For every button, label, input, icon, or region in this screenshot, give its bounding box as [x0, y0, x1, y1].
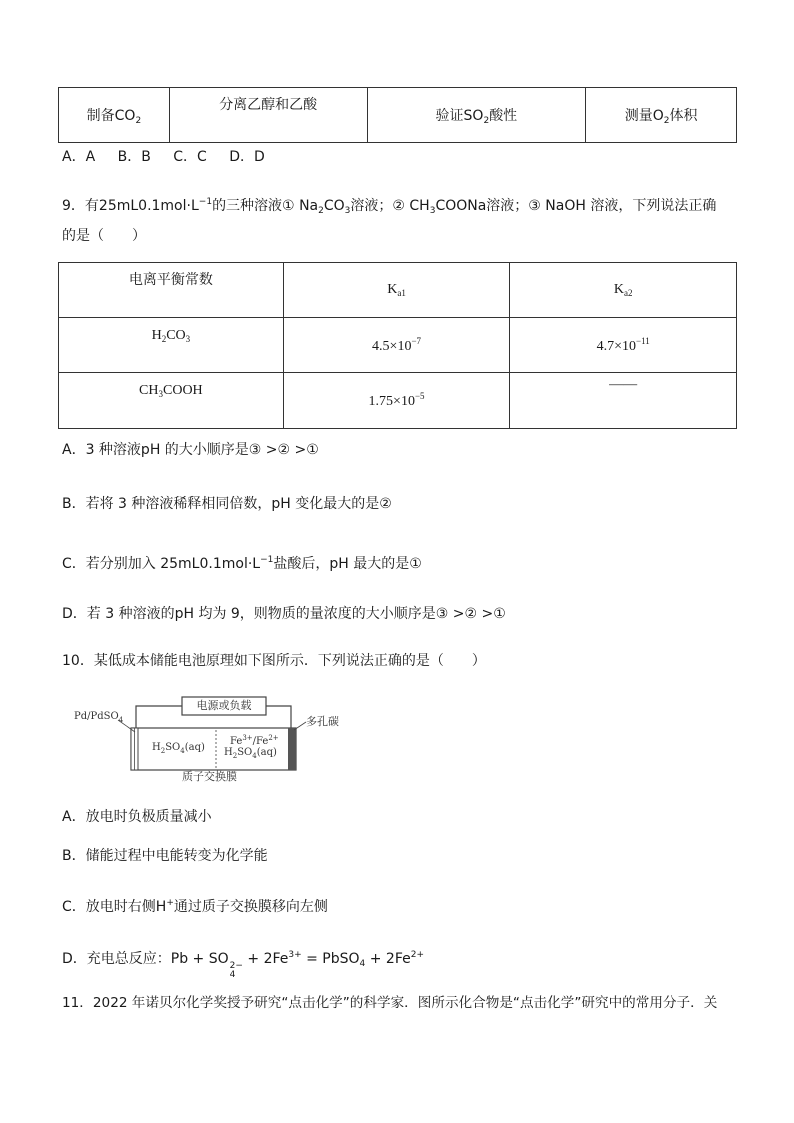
cell-measure-o2-volume: 测量$O_2$体积: [586, 88, 737, 143]
row-ch3cooh-name: $CH_3COOH$: [59, 373, 284, 429]
power-load-label: 电源或负载: [196, 699, 252, 712]
header-ka2: $K_{a2}$: [510, 263, 737, 318]
right-solution-label: $H_2SO_4(aq)$: [224, 747, 277, 760]
header-ionization-constant: 电离平衡常数: [59, 263, 284, 318]
left-electrode-label: Pd/PdSO$_4$: [74, 711, 124, 724]
cell-separate-ethanol-acetic-acid: 分离乙醇和乙酸: [169, 88, 367, 143]
q9-option-a: A．3 种溶液pH 的大小顺序是③ >② >①: [62, 442, 319, 458]
cell-prepare-co2: 制备$CO_2$: [59, 88, 170, 143]
q9-option-c: C．若分别加入 $25mL0.1mol\cdot L^{-1}$盐酸后，pH 最大的是①: [62, 555, 422, 572]
q9-stem-line2: 的是（ ）: [62, 228, 146, 244]
q9-option-d: D．若 3 种溶液的pH 均为 9，则物质的量浓度的大小顺序是③ >② >①: [62, 606, 506, 622]
q8-options: A．A B．B C．C D．D: [62, 149, 265, 165]
header-ka1: $K_{a1}$: [283, 263, 510, 318]
sulfate-charge-stack: 2− 4: [229, 961, 243, 980]
q10-stem: 10．某低成本储能电池原理如下图所示．下列说法正确的是（ ）: [62, 653, 486, 669]
row-h2co3-ka2: $4.7\times 10^{-11}$: [510, 318, 737, 373]
cell-verify-so2-acidity: 验证$SO_2$酸性: [367, 88, 586, 143]
q10-option-b: B．储能过程中电能转变为化学能: [62, 848, 268, 864]
q11-stem: 11．2022 年诺贝尔化学奖授予研究“点击化学”的科学家．图所示化合物是“点击化学”研究中的常用分子．关: [62, 995, 718, 1011]
right-electrode-label: 多孔碳: [306, 715, 339, 728]
q10-option-c: C．放电时右侧H+通过质子交换膜移向左侧: [62, 898, 328, 915]
q9-stem-line1: 9．有$25mL0.1mol\cdot L^{-1}$的三种溶液① $Na_2CO_3$溶液；② $CH_3COONa$溶液；③ NaOH 溶液，下列说法正确: [62, 197, 717, 216]
membrane-label: 质子交换膜: [182, 770, 237, 783]
q10-option-a: A．放电时负极质量减小: [62, 809, 212, 825]
row-h2co3-ka1: $4.5\times 10^{-7}$: [283, 318, 510, 373]
row-h2co3-name: $H_2CO_3$: [59, 318, 284, 373]
row-ch3cooh-ka1: $1.75\times 10^{-5}$: [283, 373, 510, 429]
battery-diagram: [74, 690, 374, 790]
q10-option-d: D．充电总反应：Pb + SO 2− 4 + $2Fe^{3+}$ = PbSO$_4$ + $2Fe^{2+}$: [62, 950, 425, 980]
q9-option-b: B．若将 3 种溶液稀释相同倍数，pH 变化最大的是②: [62, 496, 392, 512]
ionization-constant-table: [58, 262, 737, 429]
row-ch3cooh-ka2: ——: [510, 373, 737, 429]
left-solution-label: $H_2SO_4(aq)$: [152, 742, 205, 755]
right-ions-label: $Fe^{3+}/Fe^{2+}$: [230, 734, 279, 747]
experiment-table: [58, 87, 737, 143]
